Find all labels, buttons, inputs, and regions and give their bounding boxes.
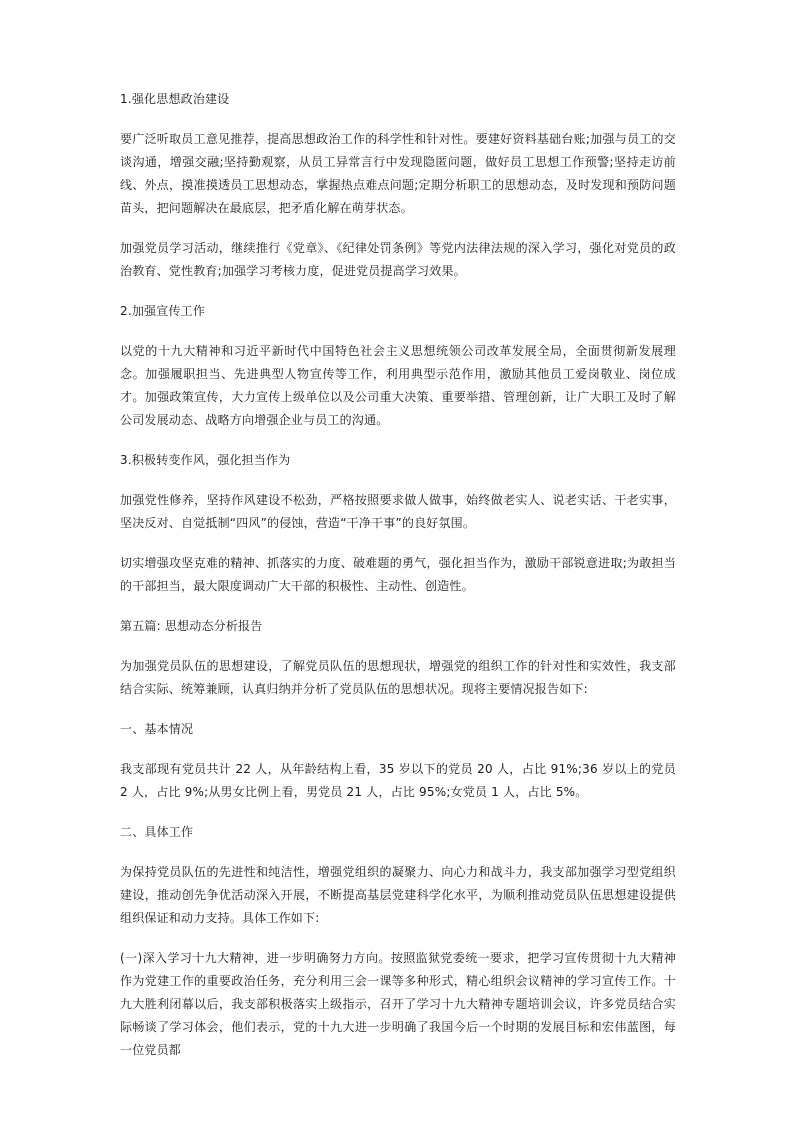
body-paragraph: 要广泛听取员工意见推荐，提高思想政治工作的科学性和针对性。要建好资料基础台账;加强与员工的交谈沟通，增强交融;坚持勤观察，从员工异常言行中发现隐匿问题，做好员工思想工作预警;坚持走访前线、外点，摸准摸透员工思想动态，掌握热点难点问题;定期分析职工的思想动态，及时发现和预防问题苗头，把问题解决在最底层，把矛盾化解在萌芽状态。 xyxy=(120,132,676,215)
section-heading-basic-info: 一、基本情况 xyxy=(120,722,194,736)
article-title: 第五篇: 思想动态分析报告 xyxy=(120,619,263,633)
body-paragraph: 我支部现有党员共计 22 人，从年龄结构上看，35 岁以下的党员 20 人，占比 91%;36 岁以上的党员 2 人，占比 9%;从男女比例上看，男党员 21 人，占比 95%;女党员 1 人，占比 5%。 xyxy=(120,762,676,799)
section-heading-specific-work: 二、具体工作 xyxy=(120,825,194,839)
body-paragraph: 加强党员学习活动，继续推行《党章》、《纪律处罚条例》等党内法律法规的深入学习，强化对党员的政治教育、党性教育;加强学习考核力度，促进党员提高学习效果。 xyxy=(120,241,676,278)
document-page xyxy=(120,88,676,1079)
section-heading-3: 3.积极转变作风，强化担当作为 xyxy=(120,453,291,467)
body-paragraph: 为加强党员队伍的思想建设，了解党员队伍的思想现状，增强党的组织工作的针对性和实效性，我支部结合实际、统筹兼顾，认真归纳并分析了党员队伍的思想状况。现将主要情况报告如下: xyxy=(120,659,676,696)
body-paragraph: 为保持党员队伍的先进性和纯洁性，增强党组织的凝聚力、向心力和战斗力，我支部加强学习型党组织建设，推动创先争优活动深入开展，不断提高基层党建科学化水平，为顺利推动党员队伍思想建设提供组织保证和动力支持。具体工作如下: xyxy=(120,865,676,925)
body-paragraph: 切实增强攻坚克难的精神、抓落实的力度、破难题的勇气，强化担当作为，激励干部锐意进取;为敢担当的干部担当，最大限度调动广大干部的积极性、主动性、创造性。 xyxy=(120,556,676,593)
section-heading-2: 2.加强宣传工作 xyxy=(120,304,206,318)
body-paragraph: (一)深入学习十九大精神，进一步明确努力方向。按照监狱党委统一要求，把学习宣传贯彻十九大精神作为党建工作的重要政治任务，充分利用三会一课等多种形式，精心组织会议精神的学习宣传工作。十九大胜利闭幕以后，我支部积极落实上级指示，召开了学习十九大精神专题培训会议，许多党员结合实际畅谈了学习体会，他们表示，党的十九大进一步明确了我国今后一个时期的发展目标和宏伟蓝图，每一位党员都 xyxy=(120,951,676,1057)
section-heading-1: 1.强化思想政治建设 xyxy=(120,92,230,106)
body-paragraph: 以党的十九大精神和习近平新时代中国特色社会主义思想统领公司改革发展全局，全面贯彻新发展理念。加强履职担当、先进典型人物宣传等工作，利用典型示范作用，激励其他员工爱岗敬业、岗位成才。加强政策宣传，大力宣传上级单位以及公司重大决策、重要举措、管理创新，让广大职工及时了解公司发展动态、战略方向增强企业与员工的沟通。 xyxy=(120,344,676,427)
body-paragraph: 加强党性修养，坚持作风建设不松劲，严格按照要求做人做事，始终做老实人、说老实话、干老实事，坚决反对、自觉抵制“四风”的侵蚀，营造“干净干事”的良好氛围。 xyxy=(120,493,676,530)
